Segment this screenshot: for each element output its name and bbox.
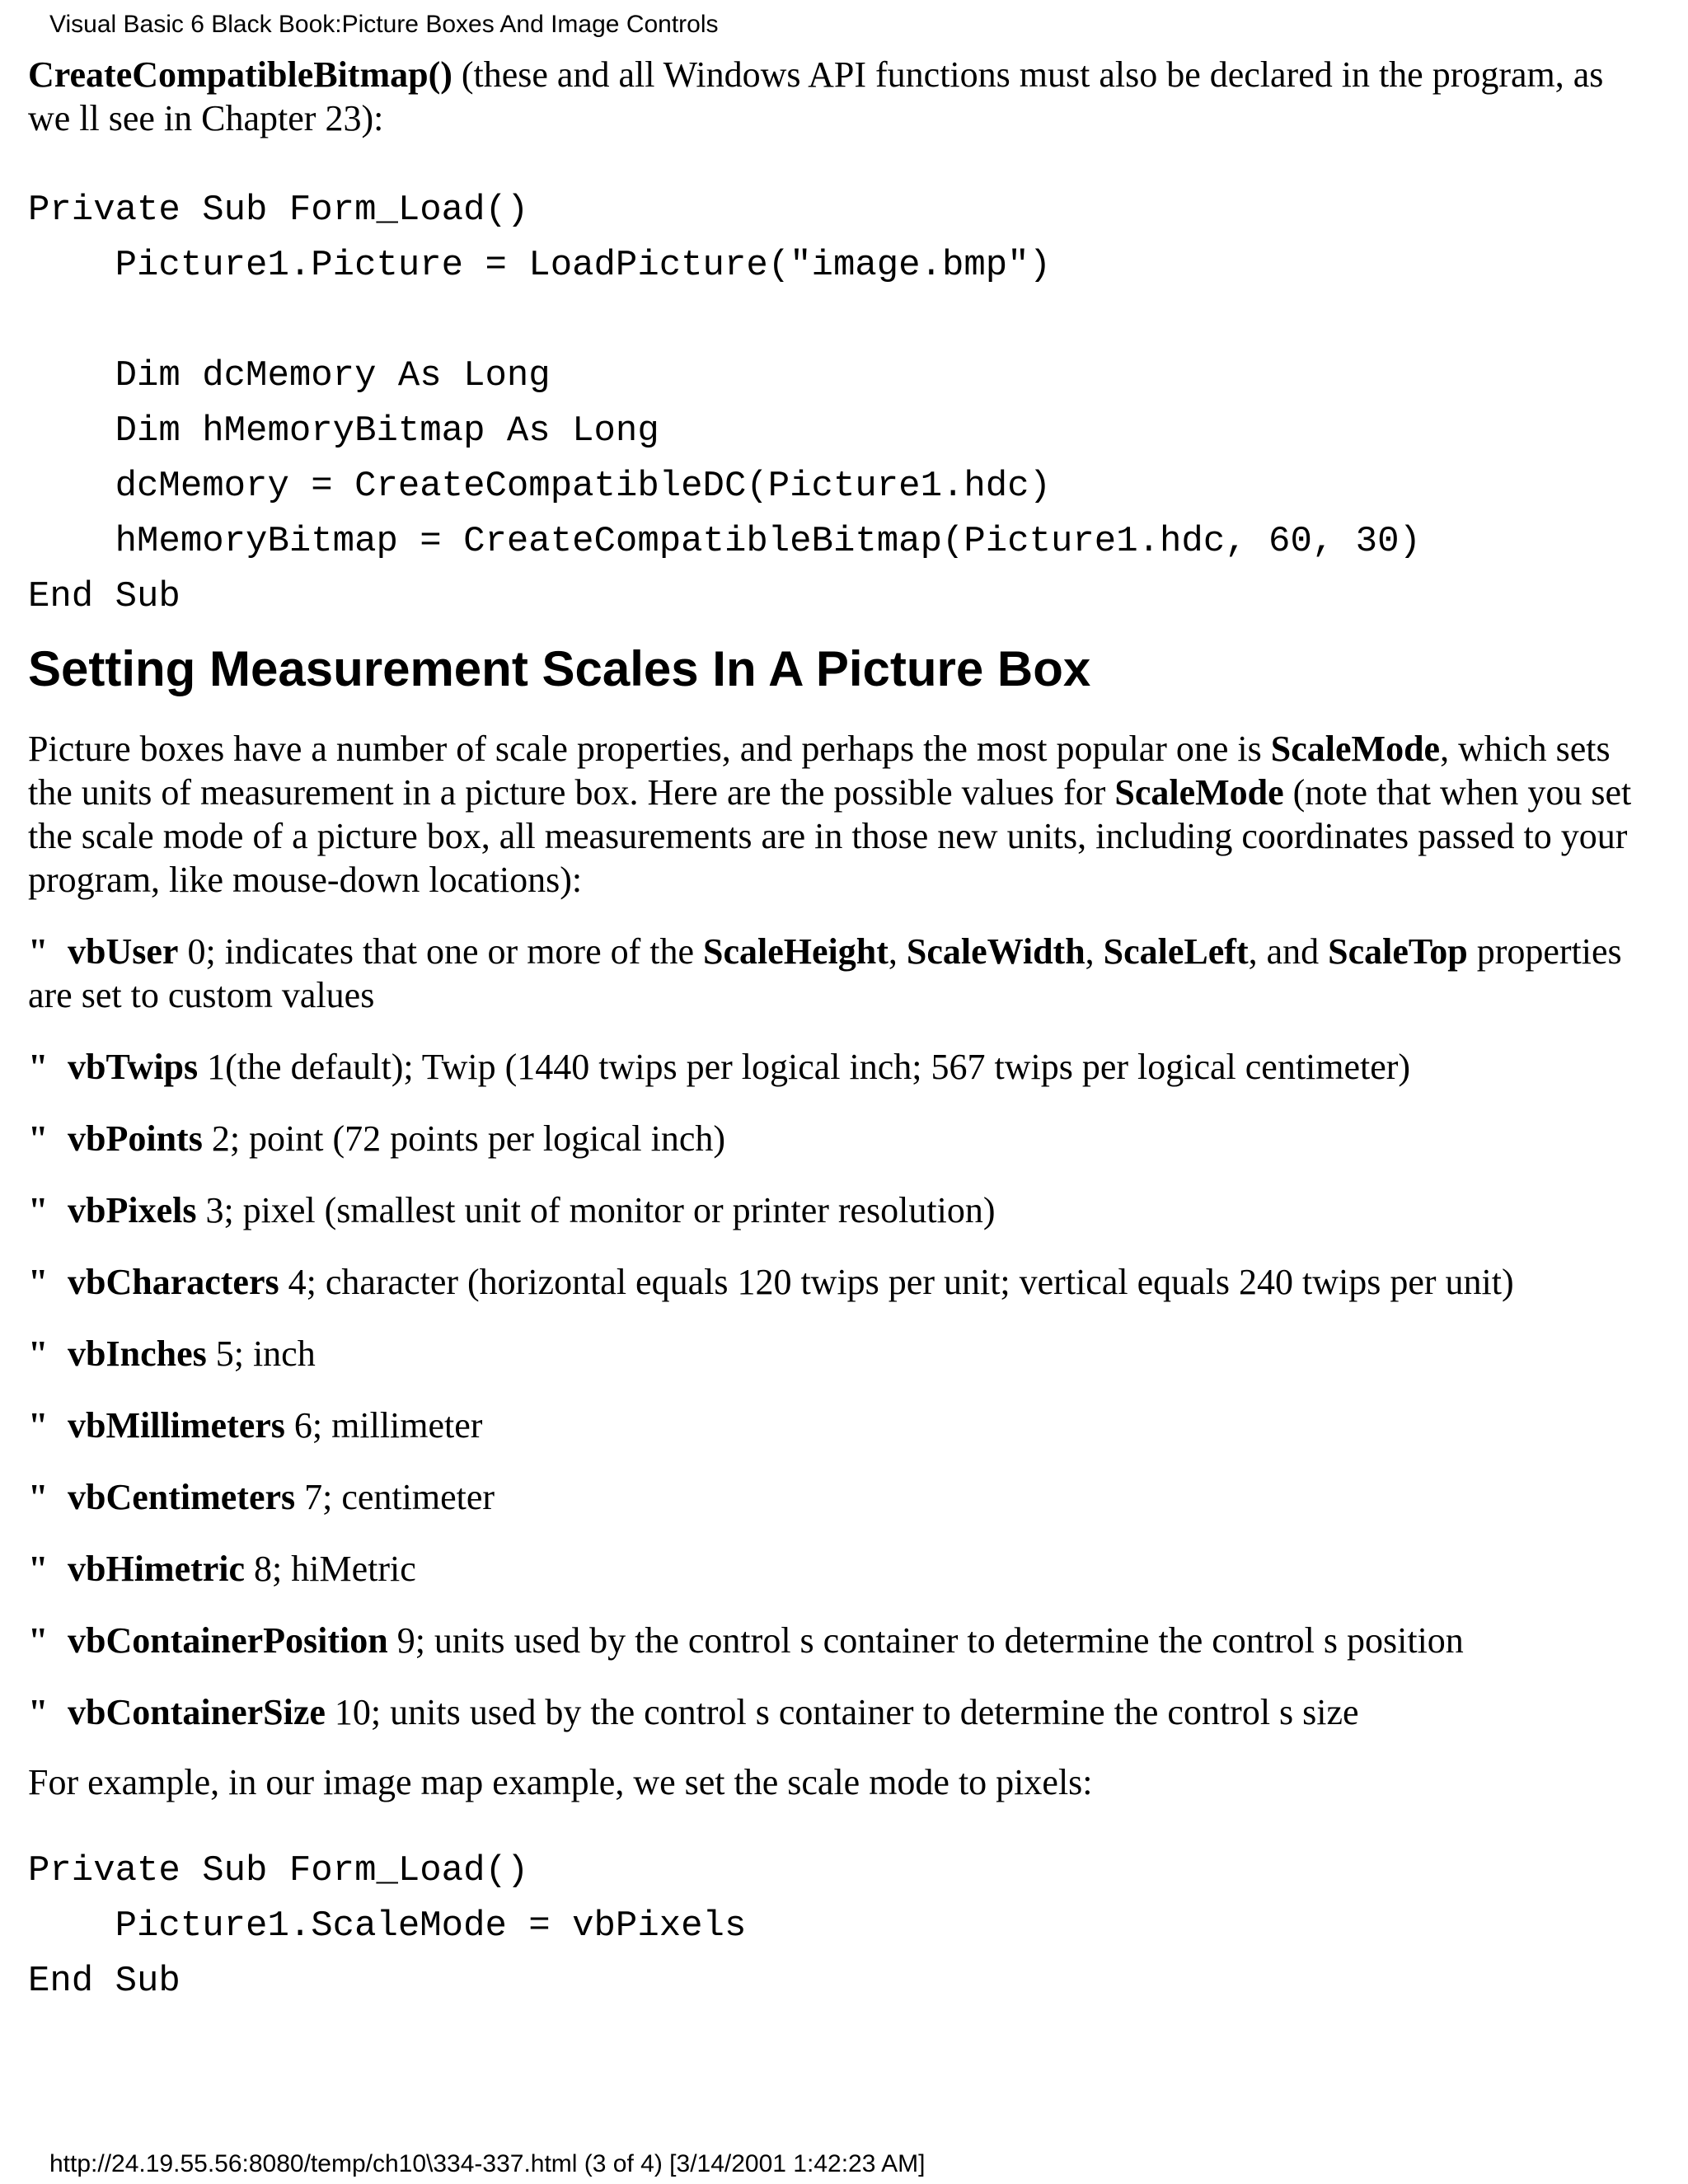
list-item	[28, 1404, 1643, 1447]
intro-text: (these and all Windows API functions must also be declared in the program, as we ll see in Chapter 23):	[28, 54, 1604, 138]
bullet: "	[28, 1620, 49, 1661]
bullet: "	[28, 1190, 49, 1230]
code-line: hMemoryBitmap = CreateCompatibleBitmap(Picture1.hdc, 60, 30)	[28, 521, 1421, 562]
bullet: "	[28, 1692, 49, 1732]
code-line	[28, 293, 1643, 349]
document-body	[28, 53, 1643, 2009]
code-block-form-load-1	[28, 183, 1643, 625]
list-item	[28, 1690, 1643, 1734]
code-line: End Sub	[28, 1961, 181, 2002]
list-item	[28, 1475, 1643, 1519]
code-line: End Sub	[28, 576, 181, 617]
property-name: ScaleLeft	[1103, 931, 1249, 972]
list-item	[28, 1332, 1643, 1376]
constant-name: vbPoints	[68, 1118, 203, 1159]
property-name: ScaleMode	[1114, 772, 1284, 813]
constant-name: vbCentimeters	[68, 1477, 296, 1517]
list-item	[28, 1045, 1643, 1089]
text-run: Picture boxes have a number of scale properties, and perhaps the most popular one is	[28, 729, 1271, 769]
constant-name: vbContainerPosition	[68, 1620, 388, 1661]
function-name: CreateCompatibleBitmap()	[28, 54, 452, 95]
scalemode-description	[28, 727, 1643, 902]
constant-description: 3; pixel (smallest unit of monitor or printer resolution)	[196, 1190, 996, 1230]
constant-description: 1(the default); Twip (1440 twips per logical inch; 567 twips per logical centimeter)	[198, 1047, 1411, 1087]
constant-name: vbCharacters	[68, 1262, 279, 1302]
constant-description: 4; character (horizontal equals 120 twips per unit; vertical equals 240 twips per unit)	[279, 1262, 1514, 1302]
bullet: "	[28, 1333, 49, 1374]
constant-name: vbTwips	[68, 1047, 199, 1087]
constant-description: 8; hiMetric	[245, 1549, 416, 1589]
section-heading: Setting Measurement Scales In A Picture Box	[28, 641, 1091, 696]
code-line: Picture1.ScaleMode = vbPixels	[28, 1905, 747, 1947]
list-item	[28, 1619, 1643, 1662]
page-footer-url: http://24.19.55.56:8080/temp/ch10\334-337.html (3 of 4) [3/14/2001 1:42:23 AM]	[49, 2150, 926, 2177]
constant-description: 2; point (72 points per logical inch)	[202, 1118, 726, 1159]
code-line: Dim hMemoryBitmap As Long	[28, 410, 659, 452]
constant-name: vbHimetric	[68, 1549, 246, 1589]
constant-description: 10; units used by the control s container to determine the control s size	[325, 1692, 1359, 1732]
list-item	[28, 930, 1643, 1017]
list-item	[28, 1547, 1643, 1591]
bullet: "	[28, 1549, 49, 1589]
property-name: ScaleMode	[1270, 729, 1441, 769]
example-paragraph: For example, in our image map example, we set the scale mode to pixels:	[28, 1762, 1093, 1802]
bullet: "	[28, 1262, 49, 1302]
intro-paragraph	[28, 53, 1643, 140]
bullet: "	[28, 1477, 49, 1517]
bullet: "	[28, 1405, 49, 1446]
text-run: properties are set to custom values	[28, 931, 1622, 1015]
property-name: ScaleWidth	[906, 931, 1085, 972]
text-run: (note that when you set the scale mode of a picture box, all measurements are in those new units, including coordinates passed to your program, like mouse-down locations):	[28, 772, 1632, 900]
list-item	[28, 1117, 1643, 1160]
code-line: Private Sub Form_Load()	[28, 1850, 529, 1891]
text-run: ,	[1085, 931, 1104, 972]
code-line: Picture1.Picture = LoadPicture("image.bmp")	[28, 245, 1052, 286]
bullet: "	[28, 1118, 49, 1159]
text-run: 0; indicates that one or more of the	[178, 931, 704, 972]
constant-description: 7; centimeter	[295, 1477, 495, 1517]
constant-description: 9; units used by the control s container to determine the control s position	[387, 1620, 1464, 1661]
constant-name: vbMillimeters	[68, 1405, 285, 1446]
scale-mode-list	[28, 930, 1643, 1734]
code-block-form-load-2	[28, 1844, 1643, 2009]
list-item	[28, 1260, 1643, 1304]
bullet: "	[28, 931, 49, 972]
list-item	[28, 1188, 1643, 1232]
code-line: Private Sub Form_Load()	[28, 190, 529, 231]
constant-name: vbPixels	[68, 1190, 197, 1230]
code-line: dcMemory = CreateCompatibleDC(Picture1.hdc)	[28, 466, 1052, 507]
text-run: , and	[1248, 931, 1329, 972]
text-run: , which sets the units of measurement in a picture box. Here are the possible values for	[28, 729, 1611, 813]
property-name: ScaleHeight	[703, 931, 889, 972]
page-header: Visual Basic 6 Black Book:Picture Boxes And Image Controls	[49, 11, 719, 38]
constant-description: 5; inch	[206, 1333, 316, 1374]
bullet: "	[28, 1047, 49, 1087]
constant-name: vbInches	[68, 1333, 207, 1374]
constant-name: vbContainerSize	[68, 1692, 326, 1732]
text-run: ,	[888, 931, 907, 972]
constant-name: vbUser	[68, 931, 179, 972]
code-line: Dim dcMemory As Long	[28, 355, 551, 396]
constant-description: 6; millimeter	[284, 1405, 483, 1446]
property-name: ScaleTop	[1328, 931, 1468, 972]
